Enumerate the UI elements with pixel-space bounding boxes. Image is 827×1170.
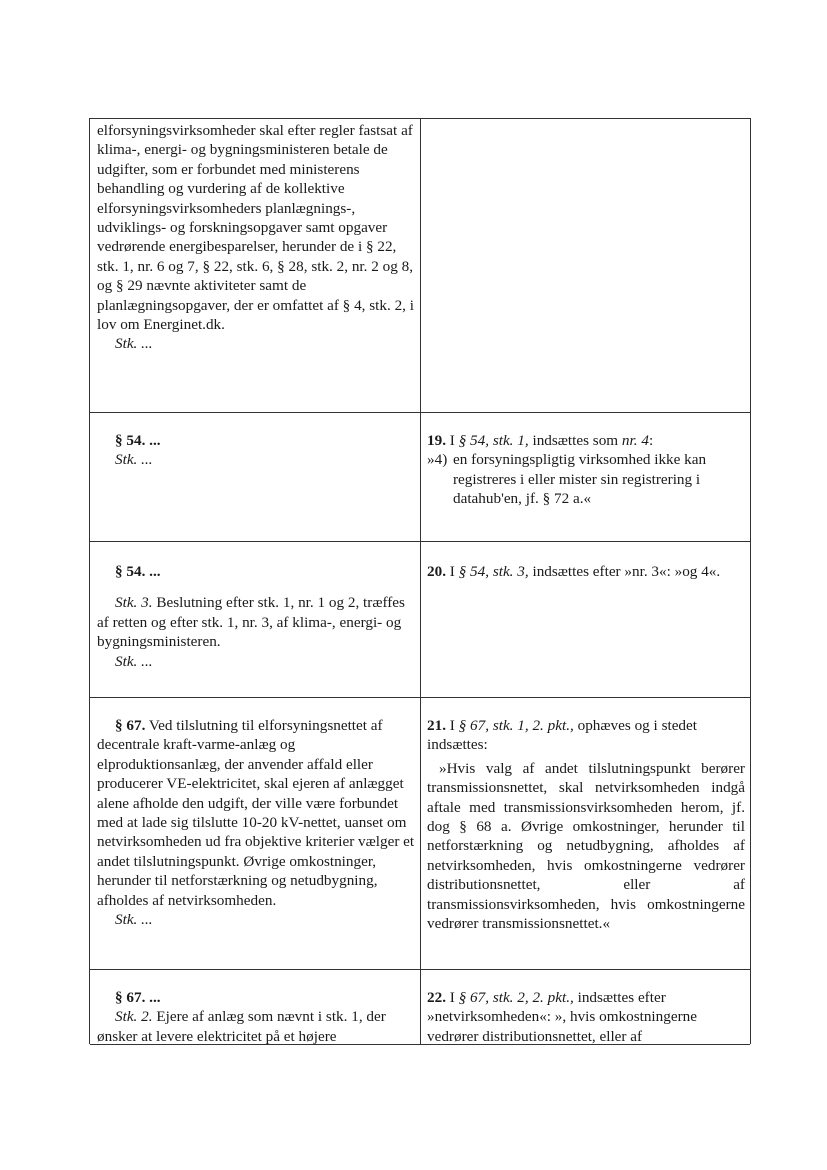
current-law-cell [97,988,415,1046]
law-text: elforsyningsvirksomheder skal efter regler fastsat af klima-, energi- og bygningsministeren betale de udgifter, som er forbundet med ministerens behandling og vurdering af de kollektive elforsyningsvirksomheders planlægnings-, udviklings- og forskningsopgaver samt opgaver vedrørende energibesparelser, herunder de i § 22, stk. 1, nr. 6 og 7, § 22, stk. 6, § 28, stk. 2, nr. 2 og 8, og § 29 nævnte aktiviteter samt de planlægningsopgaver, der er omfattet af § 4, stk. 2, i lov om Energinet.dk. [97,122,414,334]
item-text: en forsyningspligtig virksomhed ikke kan registreres i eller mister sin registrering i datahub'en, jf. § 72 a.« [453,451,707,508]
column-divider [420,413,421,541]
table-row [90,542,750,698]
stk-paragraph: Stk. 3. Beslutning efter stk. 1, nr. 1 og 2, træffes af retten og efter stk. 1, nr. 3, af klima-, energi- og bygningsministeren. [97,594,405,651]
amendment-table [89,118,751,1044]
amendment-intro: 20. I § 54, stk. 3, indsættes efter »nr. 3«: »og 4«. [427,563,721,580]
current-law-cell [97,121,415,354]
column-divider [420,119,421,412]
table-row [90,970,750,1045]
current-law-cell [97,716,415,929]
stk-ellipsis: Stk. ... [115,652,153,670]
amendment-intro: 19. I § 54, stk. 1, indsættes som nr. 4: [427,432,654,449]
amendment-intro: 22. I § 67, stk. 2, 2. pkt., indsættes efter »netvirksomheden«: », hvis omkostningerne vedrører distributionsnettet, eller af [427,989,697,1045]
paragraph-heading: § 67. [115,717,146,734]
stk-label: Stk. 2. [115,1008,153,1026]
amendment-cell [427,988,745,1046]
law-reference: § 54, stk. 1, [458,432,529,449]
law-paragraph: § 67. Ved tilslutning til elforsyningsnettet af decentrale kraft-varme-anlæg og elproduktionsanlæg, der anvender affald eller producerer VE-elektricitet, skal ejeren af anlægget alene afholde den udgift, der ville være forbundet med at lade sig tilslutte 10-20 kV-nettet, uanset om netvirksomheden ud fra objektive kriterier vælger et andet tilslutningspunkt. Øvrige omkostninger, herunder til netforstærkning og netudbygning, afholdes af netvirksomheden. [97,717,415,909]
amendment-number: 21. [427,717,446,734]
amendment-intro: 21. I § 67, stk. 1, 2. pkt., ophæves og i stedet indsættes: [427,717,697,754]
stk-ellipsis: Stk. ... [115,911,153,929]
amendment-cell [427,716,745,933]
current-law-cell [97,562,415,671]
column-divider [420,970,421,1044]
amendment-cell [427,431,745,509]
column-divider [420,698,421,969]
law-reference: § 67, stk. 2, 2. pkt., [458,989,574,1006]
item-number: »4) [427,451,448,469]
table-row [90,119,750,413]
law-reference: nr. 4 [621,432,649,449]
paragraph-heading: § 54. ... [115,563,161,580]
law-reference: § 67, stk. 1, 2. pkt., [458,717,574,734]
stk-ellipsis: Stk. ... [115,451,153,469]
amendment-cell [427,562,745,581]
inserted-text: »Hvis valg af andet tilslutningspunkt berører transmissionsnettet, skal netvirksomheden indgå aftale med transmissionsvirksomheden herom, jf. dog § 68 a. Øvrige omkostninger, herunder til netforstærkning og netudbygning, afholdes af netvirksomheden, hvis omkostningerne vedrører distributionsnettet, eller af transmissionsvirksomheden, hvis omkostningerne vedrører transmissionsnettet.« [427,759,745,933]
amendment-number: 22. [427,989,446,1006]
law-reference: § 54, stk. 3, [458,563,529,580]
paragraph-heading: § 67. ... [115,989,161,1006]
inserted-item [427,450,745,508]
amendment-number: 20. [427,563,446,580]
stk-ellipsis: Stk. ... [115,335,153,353]
stk-paragraph: Stk. 2. Ejere af anlæg som nævnt i stk. 1, der ønsker at levere elektricitet på et højere [97,1008,386,1045]
table-row [90,698,750,970]
paragraph-heading: § 54. ... [115,432,161,449]
amendment-number: 19. [427,432,446,449]
table-row [90,413,750,542]
stk-label: Stk. 3. [115,594,153,612]
column-divider [420,542,421,697]
current-law-cell [97,431,415,470]
